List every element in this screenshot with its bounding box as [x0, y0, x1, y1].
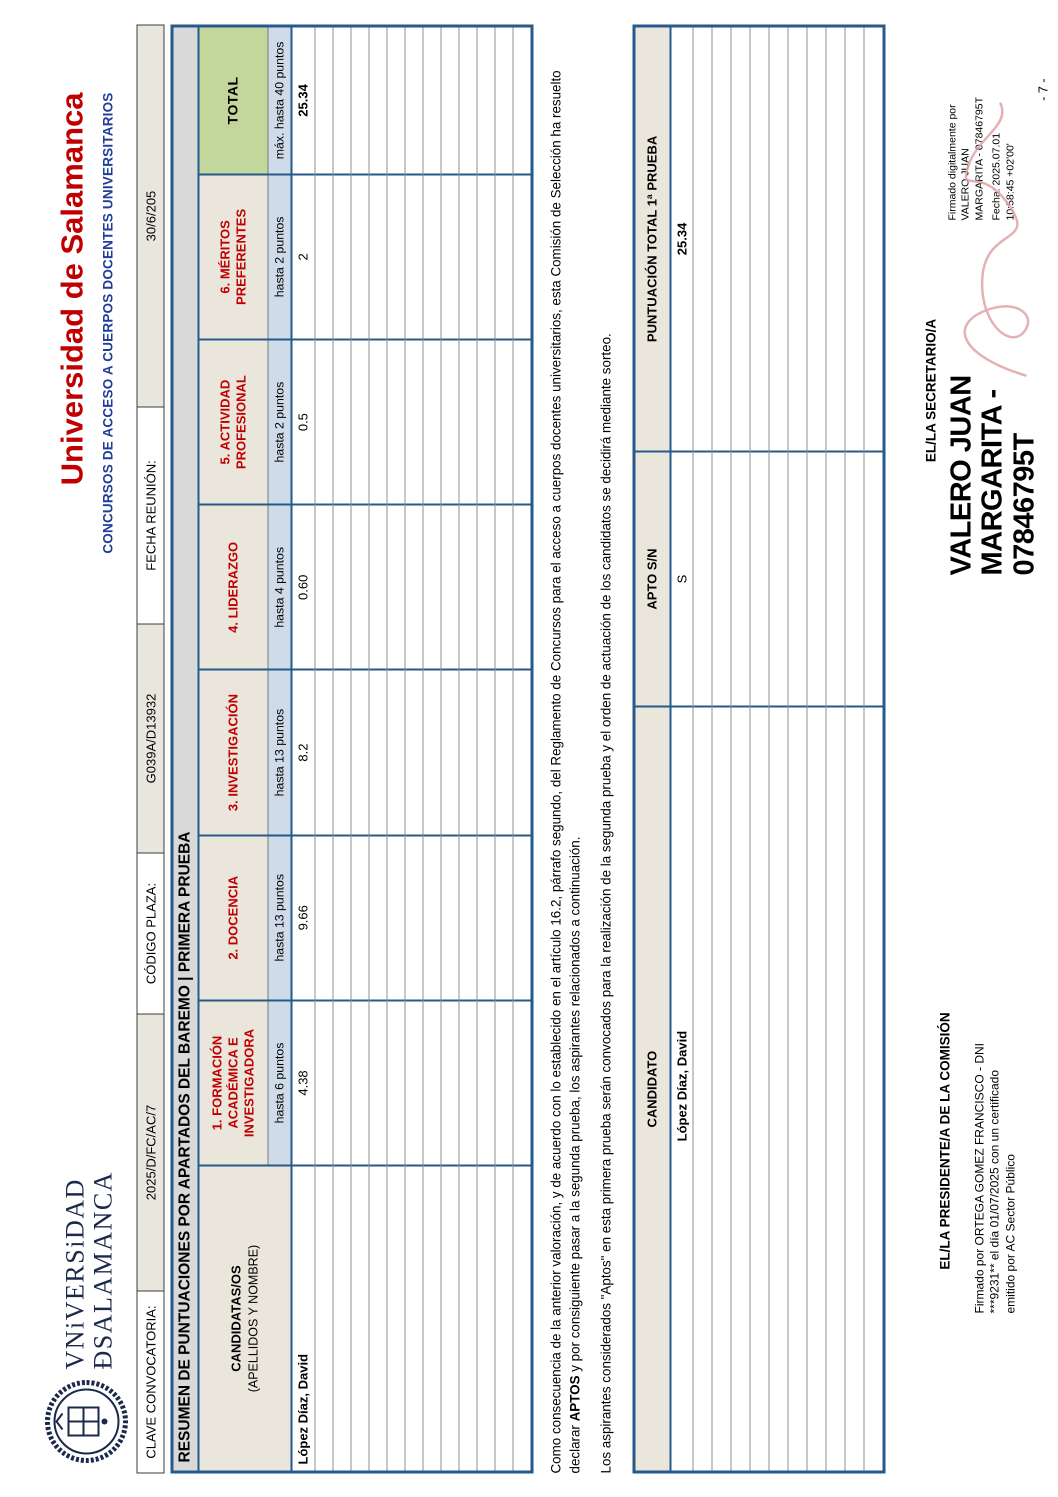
- scores-table-header: [199, 27, 290, 1470]
- empty-cell: [441, 27, 458, 173]
- president-signature-block: [937, 968, 1019, 1313]
- logo-line-1: VNiVERSiDAD: [60, 1177, 90, 1369]
- total-header: TOTAL: [199, 27, 267, 173]
- university-seal-icon: [44, 1379, 133, 1463]
- empty-cell: [459, 1164, 476, 1470]
- empty-cell: [459, 834, 476, 999]
- empty-cell: [351, 503, 368, 668]
- empty-cell: [387, 338, 404, 503]
- paragraph-resolution-aptos: APTOS: [566, 1375, 582, 1421]
- secretary-detail-line1: Firmado digitalmente por: [945, 103, 958, 220]
- empty-cell: [477, 668, 494, 833]
- empty-cell: [405, 834, 422, 999]
- empty-cell: [731, 705, 749, 1470]
- empty-cell: [712, 450, 730, 705]
- empty-cell: [731, 450, 749, 705]
- empty-cell: [423, 503, 440, 668]
- empty-cell: [369, 27, 386, 173]
- empty-cell: [441, 173, 458, 338]
- empty-score-row: [494, 27, 512, 1470]
- empty-cell: [459, 999, 476, 1164]
- clave-convocatoria-value: 2025/D/FC/AC/7: [136, 1013, 164, 1291]
- column-meritos: [199, 173, 290, 338]
- secretary-name-line1: VALERO JUAN: [944, 374, 977, 575]
- empty-score-row: [404, 27, 422, 1470]
- fecha-reunion-value: 30/6/205: [136, 24, 164, 407]
- empty-cell: [333, 173, 350, 338]
- empty-apto-row: [825, 27, 844, 1470]
- codigo-plaza-value: G039A/D13932: [136, 623, 164, 853]
- empty-cell: [693, 450, 711, 705]
- meta-strip: [136, 24, 164, 1473]
- codigo-plaza-label: CÓDIGO PLAZA:: [136, 852, 164, 1014]
- docencia-max: hasta 13 puntos: [267, 836, 290, 999]
- document-subtitle: CONCURSOS DE ACCESO A CUERPOS DOCENTES UNIVERSITARIOS: [100, 92, 115, 554]
- column-liderazgo: [199, 503, 290, 668]
- page-number: - 7 -: [1036, 78, 1050, 101]
- president-signature-text: [972, 968, 1019, 1313]
- empty-cell: [826, 27, 844, 450]
- empty-cell: [315, 27, 332, 173]
- score-liderazgo: 0.60: [292, 503, 314, 668]
- investigacion-max: hasta 13 puntos: [267, 670, 290, 833]
- empty-cell: [351, 1164, 368, 1470]
- empty-cell: [369, 503, 386, 668]
- empty-cell: [333, 999, 350, 1164]
- empty-score-row: [314, 27, 332, 1470]
- secretary-digital-signature: [946, 30, 1042, 575]
- university-title: Universidad de Salamanca: [54, 92, 89, 485]
- empty-cell: [387, 173, 404, 338]
- empty-cell: [750, 705, 768, 1470]
- secretary-name-line3: 07846795T: [1008, 432, 1041, 575]
- empty-cell: [513, 834, 530, 999]
- empty-cell: [351, 27, 368, 173]
- empty-cell: [441, 338, 458, 503]
- actividad-max: hasta 2 puntos: [267, 340, 290, 503]
- column-formacion: [199, 999, 290, 1164]
- empty-cell: [315, 338, 332, 503]
- score-docencia: 9.66: [292, 834, 314, 999]
- meritos-header: 6. MÉRITOS PREFERENTES: [199, 175, 267, 338]
- empty-cell: [477, 173, 494, 338]
- empty-cell: [315, 1164, 332, 1470]
- empty-cell: [333, 1164, 350, 1470]
- investigacion-header: 3. INVESTIGACIÓN: [199, 670, 267, 833]
- empty-cell: [513, 27, 530, 173]
- secretary-name-line2: MARGARITA -: [976, 388, 1009, 575]
- total-max: máx. hasta 40 puntos: [267, 27, 290, 173]
- empty-cell: [405, 503, 422, 668]
- score-actividad: 0.5: [292, 338, 314, 503]
- empty-cell: [495, 668, 512, 833]
- secretary-detail-line3: MARGARITA - 07846795T: [972, 96, 985, 220]
- empty-cell: [495, 999, 512, 1164]
- empty-cell: [315, 999, 332, 1164]
- body-text: [547, 24, 616, 1473]
- empty-cell: [441, 834, 458, 999]
- empty-cell: [441, 1164, 458, 1470]
- liderazgo-header: 4. LIDERAZGO: [199, 505, 267, 668]
- score-total: 25.34: [295, 83, 310, 117]
- puntuacion-value: 25.34: [673, 222, 689, 255]
- empty-cell: [864, 450, 882, 705]
- empty-cell: [333, 338, 350, 503]
- candidates-header-line2: (APELLIDOS Y NOMBRE): [245, 1244, 260, 1392]
- empty-cell: [333, 834, 350, 999]
- empty-cell: [769, 450, 787, 705]
- university-logo: [44, 1171, 133, 1463]
- empty-cell: [387, 27, 404, 173]
- empty-score-row: [332, 27, 350, 1470]
- empty-cell: [731, 27, 749, 450]
- apto-candidate-name: López Díaz, David: [671, 705, 692, 1470]
- candidates-header: [199, 1166, 290, 1470]
- empty-cell: [693, 27, 711, 450]
- empty-cell: [750, 27, 768, 450]
- empty-cell: [423, 999, 440, 1164]
- empty-cell: [477, 338, 494, 503]
- paragraph-resolution-pre: Como consecuencia de la anterior valoración, y de acuerdo con lo establecido en el artículo 16.2, párrafo segundo, del Reglamento de Concursos para el acceso a cuerpos docentes universitarios, esta Comisión de Selección ha resuelto declarar: [548, 69, 582, 1473]
- paragraph-resolution: [547, 24, 584, 1473]
- empty-apto-row: [768, 27, 787, 1470]
- empty-cell: [369, 173, 386, 338]
- empty-cell: [351, 338, 368, 503]
- empty-cell: [333, 503, 350, 668]
- candidato-header: CANDIDATO: [635, 705, 669, 1470]
- empty-cell: [369, 668, 386, 833]
- empty-cell: [513, 668, 530, 833]
- secretary-name-large: [946, 220, 1042, 575]
- empty-cell: [441, 668, 458, 833]
- empty-cell: [769, 705, 787, 1470]
- empty-cell: [369, 338, 386, 503]
- liderazgo-max: hasta 4 puntos: [267, 505, 290, 668]
- empty-cell: [712, 27, 730, 450]
- column-candidates: [199, 1164, 290, 1470]
- scores-table: [170, 24, 533, 1473]
- empty-cell: [459, 173, 476, 338]
- empty-cell: [459, 503, 476, 668]
- apto-value: S: [671, 450, 692, 705]
- empty-cell: [441, 503, 458, 668]
- empty-cell: [807, 27, 825, 450]
- empty-cell: [788, 705, 806, 1470]
- empty-cell: [513, 338, 530, 503]
- empty-apto-row: [787, 27, 806, 1470]
- empty-apto-row: [863, 27, 882, 1470]
- empty-cell: [405, 999, 422, 1164]
- empty-cell: [864, 27, 882, 450]
- empty-cell: [459, 338, 476, 503]
- empty-score-row: [476, 27, 494, 1470]
- empty-cell: [423, 338, 440, 503]
- empty-cell: [807, 450, 825, 705]
- scores-empty-rows: [314, 27, 530, 1470]
- empty-cell: [495, 338, 512, 503]
- empty-score-row: [458, 27, 476, 1470]
- score-meritos: 2: [292, 173, 314, 338]
- fecha-reunion-label: FECHA REUNIÓN:: [136, 406, 164, 624]
- empty-cell: [369, 999, 386, 1164]
- empty-cell: [477, 834, 494, 999]
- score-formacion: 4.38: [292, 999, 314, 1164]
- apto-row: [669, 27, 692, 1470]
- signatures-section: [923, 24, 1055, 1473]
- scores-table-title-bold: PRIMERA PRUEBA: [176, 831, 193, 972]
- president-sig-line3: emitido por AC Sector Público: [1003, 1153, 1018, 1313]
- empty-cell: [477, 999, 494, 1164]
- formacion-header: 1. FORMACIÓN ACADÉMICA E INVESTIGADORA: [199, 1001, 267, 1164]
- clave-convocatoria-label: CLAVE CONVOCATORIA:: [136, 1290, 164, 1473]
- president-sig-line2: ***9231** el día 01/07/2025 con un certificado: [987, 1069, 1002, 1313]
- empty-cell: [477, 1164, 494, 1470]
- empty-cell: [513, 503, 530, 668]
- empty-cell: [351, 834, 368, 999]
- empty-cell: [477, 27, 494, 173]
- empty-score-row: [350, 27, 368, 1470]
- empty-cell: [333, 668, 350, 833]
- scores-table-title: [173, 27, 199, 1470]
- empty-cell: [807, 705, 825, 1470]
- formacion-max: hasta 6 puntos: [267, 1001, 290, 1164]
- empty-cell: [351, 668, 368, 833]
- empty-cell: [845, 705, 863, 1470]
- president-title: EL/LA PRESIDENTE/A DE LA COMISIÓN: [936, 1011, 952, 1270]
- empty-apto-row: [844, 27, 863, 1470]
- empty-cell: [315, 834, 332, 999]
- empty-cell: [387, 834, 404, 999]
- empty-cell: [333, 27, 350, 173]
- empty-cell: [693, 705, 711, 1470]
- empty-cell: [513, 173, 530, 338]
- empty-cell: [845, 450, 863, 705]
- secretary-detail-line4: Fecha: 2025.07.01: [990, 132, 1003, 220]
- logo-line-2: ĐSALAMANCA: [87, 1170, 117, 1369]
- president-sig-line1: Firmado por ORTEGA GOMEZ FRANCISCO - DNI: [971, 1042, 986, 1313]
- empty-score-row: [440, 27, 458, 1470]
- empty-cell: [423, 834, 440, 999]
- header-titles: [18, 92, 115, 553]
- empty-apto-row: [730, 27, 749, 1470]
- empty-cell: [369, 1164, 386, 1470]
- empty-cell: [405, 338, 422, 503]
- column-total: [199, 27, 290, 173]
- empty-cell: [788, 27, 806, 450]
- puntuacion-header: PUNTUACIÓN TOTAL 1ª PRUEBA: [644, 135, 659, 342]
- empty-cell: [351, 999, 368, 1164]
- empty-cell: [459, 668, 476, 833]
- scores-table-title-text: RESUMEN DE PUNTUACIONES POR APARTADOS DEL BAREMO |: [176, 971, 193, 1462]
- apto-table: [632, 24, 885, 1473]
- candidate-name: López Díaz, David: [292, 1164, 314, 1470]
- empty-cell: [788, 450, 806, 705]
- empty-cell: [387, 503, 404, 668]
- empty-cell: [845, 27, 863, 450]
- empty-apto-row: [806, 27, 825, 1470]
- page-header: [18, 24, 130, 1473]
- meritos-max: hasta 2 puntos: [267, 175, 290, 338]
- empty-apto-row: [711, 27, 730, 1470]
- empty-cell: [315, 173, 332, 338]
- docencia-header: 2. DOCENCIA: [199, 836, 267, 999]
- empty-cell: [405, 173, 422, 338]
- empty-cell: [495, 27, 512, 173]
- apto-header: APTO S/N: [635, 450, 669, 705]
- empty-cell: [387, 668, 404, 833]
- empty-cell: [513, 1164, 530, 1470]
- apto-table-header: [635, 27, 669, 1470]
- empty-cell: [405, 668, 422, 833]
- paragraph-sorteo: Los aspirantes considerados "Aptos" en esta primera prueba serán convocados para la realización de la segunda prueba y el orden de actuación de los candidatos se decidirá mediante sorteo.: [598, 332, 613, 1473]
- empty-score-row: [512, 27, 530, 1470]
- secretary-detail-line2: VALERO JUAN: [959, 147, 972, 220]
- empty-cell: [369, 834, 386, 999]
- empty-cell: [826, 705, 844, 1470]
- empty-cell: [441, 999, 458, 1164]
- empty-cell: [351, 173, 368, 338]
- empty-cell: [423, 173, 440, 338]
- empty-cell: [712, 705, 730, 1470]
- column-investigacion: [199, 668, 290, 833]
- empty-cell: [513, 999, 530, 1164]
- empty-cell: [459, 27, 476, 173]
- score-investigacion: 8.2: [292, 668, 314, 833]
- empty-cell: [495, 503, 512, 668]
- candidate-score-row: [290, 27, 314, 1470]
- empty-score-row: [422, 27, 440, 1470]
- empty-cell: [405, 27, 422, 173]
- column-actividad: [199, 338, 290, 503]
- empty-cell: [387, 1164, 404, 1470]
- empty-cell: [423, 27, 440, 173]
- actividad-header: 5. ACTIVIDAD PROFESIONAL: [199, 340, 267, 503]
- secretary-title: EL/LA SECRETARIO/A: [922, 318, 938, 462]
- empty-apto-row: [692, 27, 711, 1470]
- empty-cell: [315, 503, 332, 668]
- apto-empty-rows: [692, 27, 882, 1470]
- empty-cell: [423, 1164, 440, 1470]
- empty-cell: [826, 450, 844, 705]
- empty-score-row: [386, 27, 404, 1470]
- empty-cell: [405, 1164, 422, 1470]
- empty-score-row: [368, 27, 386, 1470]
- empty-cell: [315, 668, 332, 833]
- paragraph-resolution-post: y por consiguiente pasar a la segunda prueba, los aspirantes relacionados a continuación.: [566, 836, 582, 1375]
- empty-cell: [750, 450, 768, 705]
- university-logo-text: [61, 1171, 115, 1369]
- empty-cell: [864, 705, 882, 1470]
- secretary-signature-block: [923, 30, 1042, 575]
- candidates-header-line1: CANDIDATAS/OS: [227, 1264, 243, 1372]
- column-docencia: [199, 834, 290, 999]
- secretary-detail-line5: 10:58:45 +02'00': [1004, 142, 1017, 220]
- empty-apto-row: [749, 27, 768, 1470]
- empty-cell: [495, 173, 512, 338]
- empty-cell: [495, 834, 512, 999]
- empty-cell: [423, 668, 440, 833]
- empty-cell: [495, 1164, 512, 1470]
- empty-cell: [477, 503, 494, 668]
- empty-cell: [769, 27, 787, 450]
- secretary-signature-details: [946, 35, 1042, 220]
- empty-cell: [387, 999, 404, 1164]
